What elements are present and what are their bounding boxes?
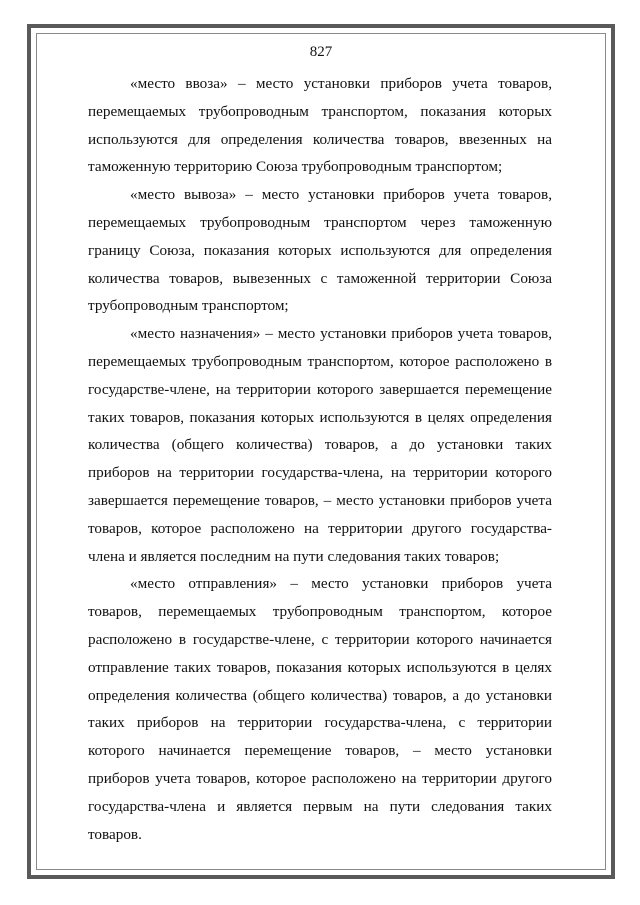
page-number: 827 <box>309 44 333 60</box>
definition-paragraph-place-of-destination: «место назначения» – место установки приборов учета товаров, перемещаемых трубопроводным транспортом, которое расположено в государстве-члене, на территории которого завершается перемещение таких товаров, показания которых используются в целях определения количества (общего количества) товаров, а до установки таких приборов на территории государства-члена, на территории которого завершается перемещение товаров, – место установки приборов учета товаров, которое расположено на территории другого государства-члена и является последним на пути следования таких товаров; <box>88 325 552 565</box>
definition-paragraph-place-of-export: «место вывоза» – место установки приборов учета товаров, перемещаемых трубопроводным транспортом через таможенную границу Союза, показания которых используются для определения количества товаров, вывезенных с таможенной территории Союза трубопроводным транспортом; <box>88 186 552 315</box>
definition-paragraph-place-of-import: «место ввоза» – место установки приборов учета товаров, перемещаемых трубопроводным транспортом, показания которых используются для определения количества товаров, ввезенных на таможенную территорию Союза трубопроводным транспортом; <box>88 75 552 176</box>
document-body <box>88 70 552 848</box>
definition-paragraph-place-of-departure: «место отправления» – место установки приборов учета товаров, перемещаемых трубопроводным транспортом, которое расположено в государстве-члене, с территории которого начинается отправление таких товаров, показания которых используются в целях определения количества (общего количества) товаров, а до установки таких приборов на территории государства-члена, с территории которого начинается перемещение товаров, – место установки приборов учета товаров, которое расположено на территории другого государства-члена и является первым на пути следования таких товаров. <box>88 575 552 843</box>
page-border <box>27 24 615 879</box>
